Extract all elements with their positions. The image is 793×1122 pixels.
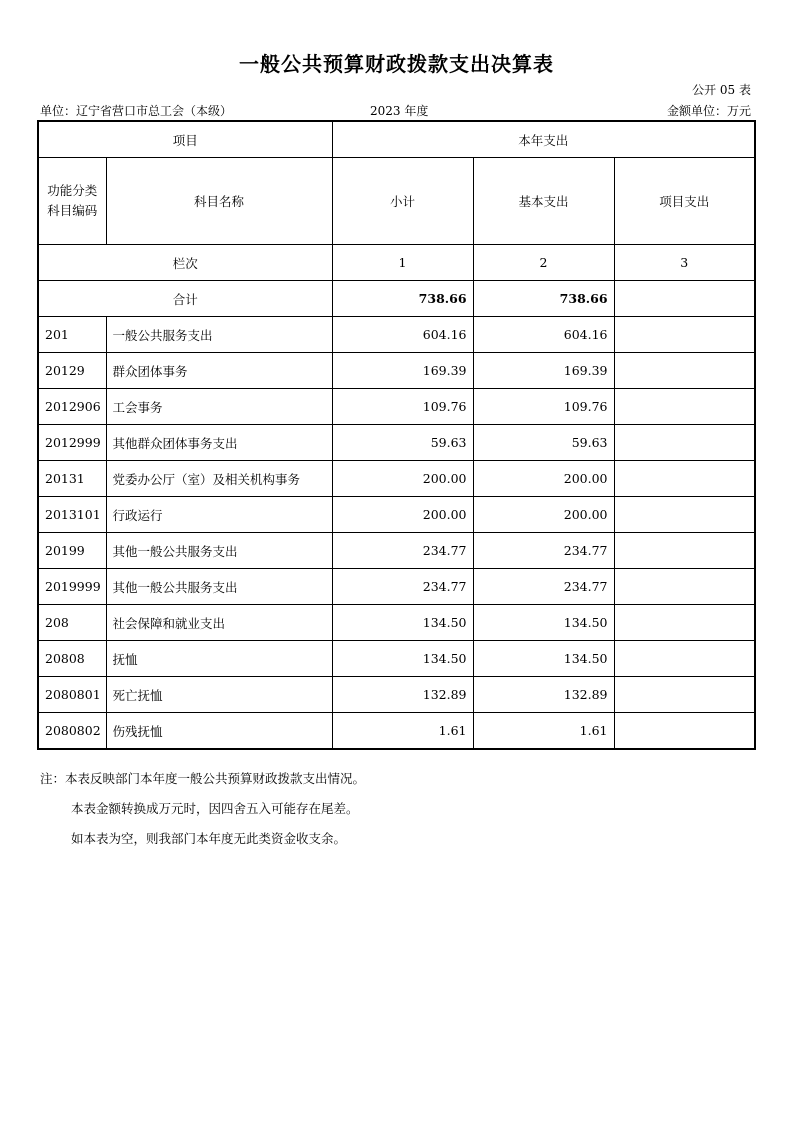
row-subtotal: 200.00 bbox=[332, 497, 473, 533]
row-basic: 234.77 bbox=[473, 533, 614, 569]
row-subtotal: 134.50 bbox=[332, 641, 473, 677]
header-item: 项目 bbox=[38, 121, 332, 158]
row-basic: 134.50 bbox=[473, 605, 614, 641]
row-subtotal: 132.89 bbox=[332, 677, 473, 713]
table-row bbox=[38, 317, 755, 353]
row-code: 20808 bbox=[38, 641, 106, 677]
row-code: 2013101 bbox=[38, 497, 106, 533]
header-subtotal: 小计 bbox=[332, 158, 473, 245]
row-project bbox=[614, 713, 755, 750]
form-number: 公开 05 表 bbox=[692, 83, 751, 97]
header-row-2 bbox=[38, 158, 755, 245]
header-project: 项目支出 bbox=[614, 158, 755, 245]
table-row bbox=[38, 641, 755, 677]
row-basic: 59.63 bbox=[473, 425, 614, 461]
reporting-unit: 单位：辽宁省营口市总工会（本级） bbox=[40, 104, 233, 118]
row-code: 2080801 bbox=[38, 677, 106, 713]
column-2: 2 bbox=[473, 245, 614, 281]
row-name: 其他一般公共服务支出 bbox=[106, 533, 332, 569]
row-subtotal: 200.00 bbox=[332, 461, 473, 497]
total-project bbox=[614, 281, 755, 317]
row-code: 208 bbox=[38, 605, 106, 641]
table-row bbox=[38, 677, 755, 713]
row-subtotal: 109.76 bbox=[332, 389, 473, 425]
row-name: 行政运行 bbox=[106, 497, 332, 533]
header-basic: 基本支出 bbox=[473, 158, 614, 245]
row-subtotal: 604.16 bbox=[332, 317, 473, 353]
row-basic: 200.00 bbox=[473, 461, 614, 497]
row-name: 党委办公厅（室）及相关机构事务 bbox=[106, 461, 332, 497]
row-code: 201 bbox=[38, 317, 106, 353]
header-row-1 bbox=[38, 121, 755, 158]
row-project bbox=[614, 677, 755, 713]
total-subtotal: 738.66 bbox=[332, 281, 473, 317]
row-code: 20129 bbox=[38, 353, 106, 389]
header-this-year: 本年支出 bbox=[332, 121, 755, 158]
row-subtotal: 59.63 bbox=[332, 425, 473, 461]
note-3: 如本表为空，则我部门本年度无此类资金收支余。 bbox=[71, 831, 347, 846]
table-row bbox=[38, 533, 755, 569]
total-row bbox=[38, 281, 755, 317]
row-project bbox=[614, 353, 755, 389]
column-number-row bbox=[38, 245, 755, 281]
row-subtotal: 234.77 bbox=[332, 533, 473, 569]
row-subtotal: 169.39 bbox=[332, 353, 473, 389]
row-code: 2080802 bbox=[38, 713, 106, 750]
row-name: 工会事务 bbox=[106, 389, 332, 425]
row-basic: 200.00 bbox=[473, 497, 614, 533]
row-basic: 132.89 bbox=[473, 677, 614, 713]
money-unit: 金额单位：万元 bbox=[666, 104, 751, 118]
row-name: 伤残抚恤 bbox=[106, 713, 332, 750]
row-basic: 604.16 bbox=[473, 317, 614, 353]
row-basic: 169.39 bbox=[473, 353, 614, 389]
fiscal-year: 2023 年度 bbox=[370, 104, 429, 118]
table-row bbox=[38, 353, 755, 389]
row-project bbox=[614, 317, 755, 353]
table-row bbox=[38, 605, 755, 641]
table-row bbox=[38, 497, 755, 533]
table-row bbox=[38, 425, 755, 461]
row-code: 2012999 bbox=[38, 425, 106, 461]
row-project bbox=[614, 425, 755, 461]
row-project bbox=[614, 605, 755, 641]
row-basic: 134.50 bbox=[473, 641, 614, 677]
row-project bbox=[614, 497, 755, 533]
page-title: 一般公共预算财政拨款支出决算表 bbox=[239, 52, 554, 76]
row-code: 20199 bbox=[38, 533, 106, 569]
row-project bbox=[614, 641, 755, 677]
row-basic: 234.77 bbox=[473, 569, 614, 605]
table-row bbox=[38, 389, 755, 425]
row-subtotal: 234.77 bbox=[332, 569, 473, 605]
table-row bbox=[38, 461, 755, 497]
row-code: 2012906 bbox=[38, 389, 106, 425]
row-name: 社会保障和就业支出 bbox=[106, 605, 332, 641]
row-name: 抚恤 bbox=[106, 641, 332, 677]
row-name: 群众团体事务 bbox=[106, 353, 332, 389]
header-name: 科目名称 bbox=[106, 158, 332, 245]
row-subtotal: 134.50 bbox=[332, 605, 473, 641]
total-label: 合计 bbox=[38, 281, 332, 317]
row-project bbox=[614, 533, 755, 569]
expenditure-table bbox=[37, 120, 756, 750]
row-code: 2019999 bbox=[38, 569, 106, 605]
table-row bbox=[38, 569, 755, 605]
note-1: 注：本表反映部门本年度一般公共预算财政拨款支出情况。 bbox=[40, 771, 366, 786]
column-3: 3 bbox=[614, 245, 755, 281]
row-name: 其他群众团体事务支出 bbox=[106, 425, 332, 461]
row-project bbox=[614, 389, 755, 425]
total-basic: 738.66 bbox=[473, 281, 614, 317]
column-label: 栏次 bbox=[38, 245, 332, 281]
row-name: 死亡抚恤 bbox=[106, 677, 332, 713]
column-1: 1 bbox=[332, 245, 473, 281]
row-basic: 1.61 bbox=[473, 713, 614, 750]
note-2: 本表金额转换成万元时，因四舍五入可能存在尾差。 bbox=[71, 801, 359, 816]
row-project bbox=[614, 461, 755, 497]
row-name: 其他一般公共服务支出 bbox=[106, 569, 332, 605]
notes bbox=[40, 764, 365, 854]
row-project bbox=[614, 569, 755, 605]
row-basic: 109.76 bbox=[473, 389, 614, 425]
row-subtotal: 1.61 bbox=[332, 713, 473, 750]
row-code: 20131 bbox=[38, 461, 106, 497]
table-row bbox=[38, 713, 755, 750]
row-name: 一般公共服务支出 bbox=[106, 317, 332, 353]
header-code: 功能分类科目编码 bbox=[38, 158, 106, 245]
